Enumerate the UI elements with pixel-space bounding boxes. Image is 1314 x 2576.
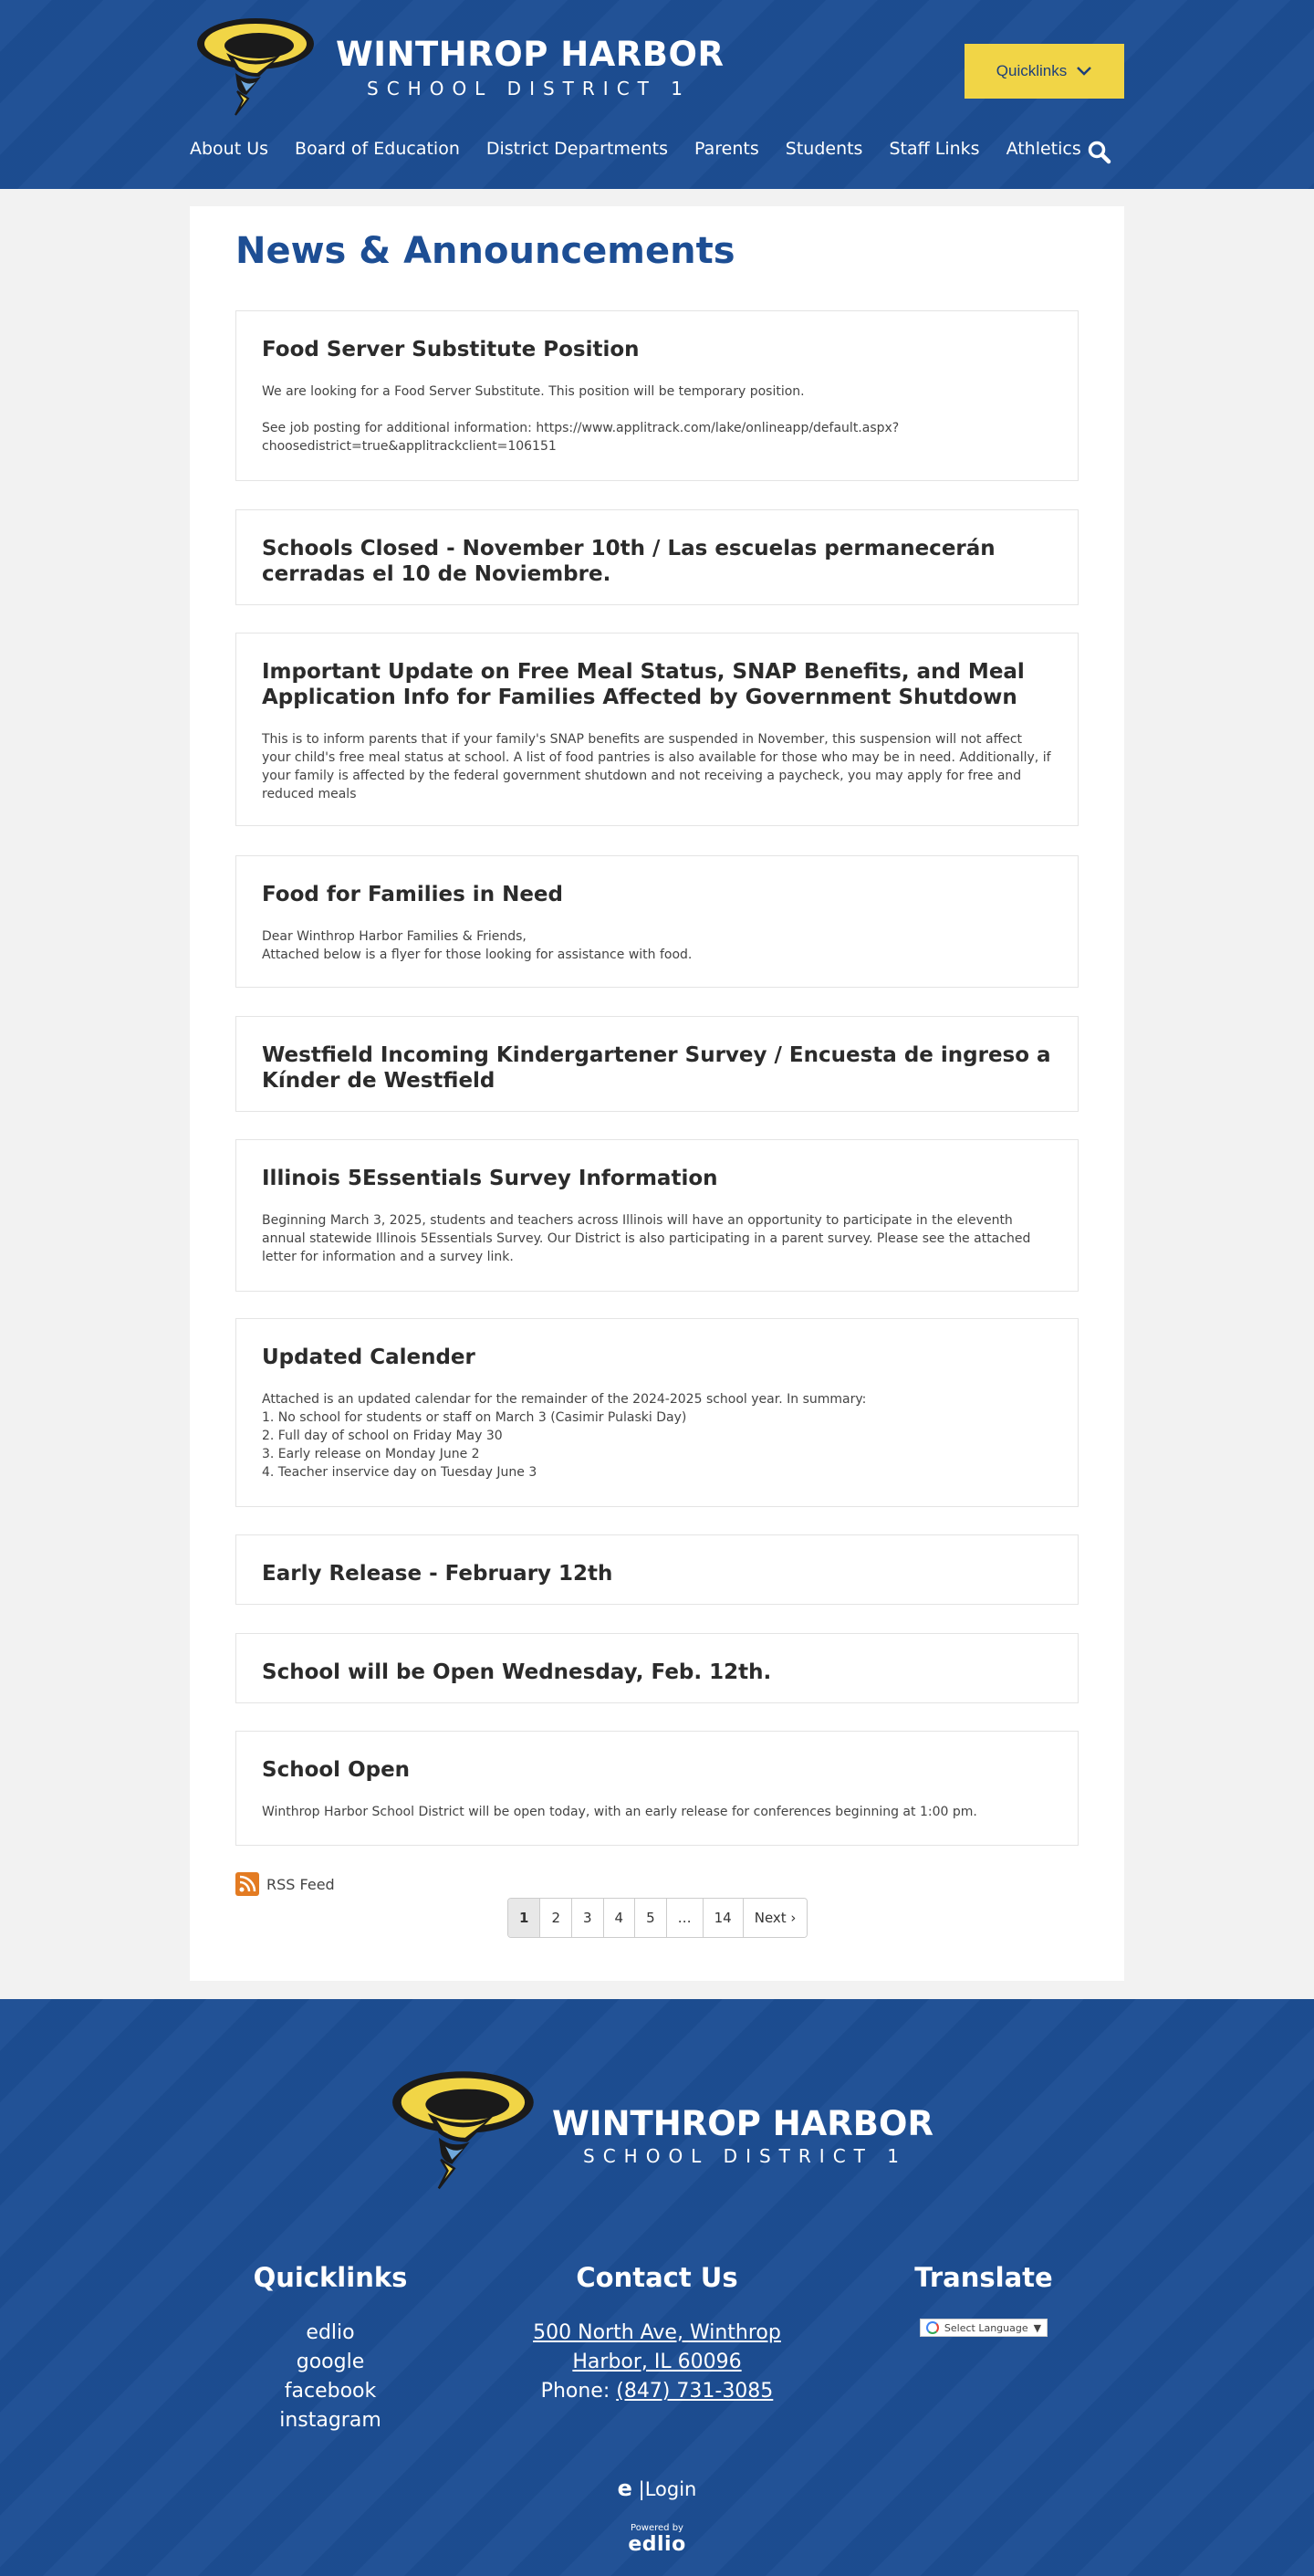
page-button[interactable]: 14	[704, 1899, 744, 1937]
language-select-label: Select Language	[944, 2321, 1028, 2334]
page-button[interactable]: 3	[572, 1899, 604, 1937]
login-link[interactable]	[0, 2476, 1314, 2501]
footer-translate	[810, 2262, 1157, 2338]
google-icon	[926, 2321, 939, 2334]
news-body: Winthrop Harbor School District will be open today, with an early release for conferences beginning at 1:00 pm.	[262, 1805, 977, 1819]
powered-by-edlio[interactable]	[0, 2523, 1314, 2556]
news-title[interactable]: Food Server Substitute Position	[262, 338, 640, 361]
news-item	[235, 1633, 1079, 1703]
news-item	[235, 1016, 1079, 1112]
site-header	[0, 0, 1314, 189]
news-item	[235, 855, 1079, 988]
quicklinks-button[interactable]	[965, 44, 1124, 99]
nav-item-athletics[interactable]: Athletics	[1006, 139, 1081, 159]
nav-item-about-us[interactable]: About Us	[190, 139, 269, 159]
footer-brand-subtitle: SCHOOL DISTRICT 1	[583, 2145, 907, 2167]
tornado-logo-icon	[383, 2065, 538, 2197]
news-item	[235, 310, 1079, 481]
news-title[interactable]: Updated Calender	[262, 1346, 475, 1369]
page-ellipsis: …	[667, 1899, 704, 1937]
news-title[interactable]: Illinois 5Essentials Survey Information	[262, 1167, 718, 1190]
footer-quicklinks	[157, 2262, 504, 2435]
search-icon[interactable]	[1088, 141, 1111, 164]
page-button[interactable]: 5	[635, 1899, 667, 1937]
news-item	[235, 1731, 1079, 1846]
news-title[interactable]: School will be Open Wednesday, Feb. 12th.	[262, 1660, 772, 1684]
main-nav	[190, 139, 1108, 159]
quicklinks-label: Quicklinks	[996, 62, 1068, 79]
next-page-button[interactable]: Next ›	[744, 1899, 808, 1937]
address-line-1: 500 North Ave, Winthrop	[533, 2321, 781, 2344]
footer-contact	[484, 2262, 830, 2406]
page-button[interactable]: 2	[540, 1899, 572, 1937]
news-item	[235, 509, 1079, 605]
news-title[interactable]: Food for Families in Need	[262, 883, 563, 906]
footer-link-instagram[interactable]: instagram	[279, 2409, 381, 2432]
news-body: Beginning March 3, 2025, students and teachers across Illinois will have an opportunity to participate in the eleventh annual statewide Illinois 5Essentials Survey. Our District is also participating in a parent survey. Please see the attached letter for information and a survey link.	[262, 1213, 1031, 1264]
footer-contact-heading: Contact Us	[576, 2262, 738, 2293]
news-title[interactable]: School Open	[262, 1758, 411, 1782]
login-separator: |	[638, 2478, 645, 2500]
news-title[interactable]: Important Update on Free Meal Status, SNAP Benefits, and Meal Application Info for Families Affected by Government Shutdown	[262, 660, 1025, 709]
news-body: Attached is an updated calendar for the remainder of the 2024-2025 school year. In summary: 1. No school for students or staff on March 3 (Casimir Pulaski Day) 2. Full day of school on Friday May 30 3. Early release on Monday June 2 4. Teacher inservice day on Tuesday June 3	[262, 1392, 867, 1480]
news-title[interactable]: Early Release - February 12th	[262, 1562, 613, 1586]
news-title[interactable]: Schools Closed - November 10th / Las escuelas permanecerán cerradas el 10 de Noviembre.	[262, 537, 996, 586]
nav-item-parents[interactable]: Parents	[694, 139, 759, 159]
news-item	[235, 633, 1079, 826]
footer-brand-title: WINTHROP HARBOR	[552, 2104, 933, 2143]
nav-item-students[interactable]: Students	[785, 139, 863, 159]
site-footer	[0, 1999, 1314, 2576]
address-line-2: Harbor, IL 60096	[572, 2351, 742, 2373]
footer-address-link[interactable]	[484, 2319, 830, 2377]
powered-by-label: Powered by	[631, 2523, 683, 2533]
news-item	[235, 1139, 1079, 1292]
news-item	[235, 1318, 1079, 1507]
news-body: This is to inform parents that if your family's SNAP benefits are suspended in November, this suspension will not affect your child's free meal status at school. A list of food pantries is also available for those who may be in need. Additionally, if your family is affected by the federal government shutdown and not receiving a paycheck, you may apply for free and reduced meals	[262, 732, 1051, 801]
pagination	[507, 1898, 808, 1938]
language-select[interactable]	[920, 2319, 1048, 2337]
news-body: Dear Winthrop Harbor Families & Friends, Attached below is a flyer for those looking for assistance with food.	[262, 929, 693, 962]
edlio-icon: e	[617, 2476, 632, 2501]
footer-quicklinks-heading: Quicklinks	[253, 2262, 408, 2293]
nav-item-board-of-education[interactable]: Board of Education	[295, 139, 460, 159]
phone-label: Phone:	[540, 2380, 617, 2403]
brand-title[interactable]: WINTHROP HARBOR	[336, 35, 725, 74]
footer-translate-heading: Translate	[914, 2262, 1053, 2293]
edlio-wordmark: edlio	[628, 2533, 686, 2556]
news-body: We are looking for a Food Server Substitute. This position will be temporary position. See job posting for additional information: https://www.applitrack.com/lake/onlineapp/default.aspx? choosedistrict=true&applitrackclient=106151	[262, 384, 900, 454]
chevron-down-icon	[1076, 66, 1092, 77]
news-title[interactable]: Westfield Incoming Kindergartener Survey / Encuesta de ingreso a Kínder de Westfield	[262, 1043, 1051, 1093]
footer-phone	[484, 2377, 830, 2406]
rss-feed-link[interactable]	[235, 1872, 335, 1896]
main-content	[190, 206, 1124, 1981]
dropdown-arrow-icon: ▼	[1033, 2321, 1042, 2334]
tornado-logo-icon[interactable]	[190, 13, 318, 122]
phone-link[interactable]: (847) 731-3085	[616, 2380, 774, 2403]
rss-icon	[235, 1872, 259, 1896]
footer-link-facebook[interactable]: facebook	[284, 2380, 377, 2403]
page-title: News & Announcements	[235, 230, 735, 272]
page-button[interactable]: 1	[508, 1899, 540, 1937]
page-button[interactable]: 4	[604, 1899, 636, 1937]
news-item	[235, 1534, 1079, 1605]
footer-link-google[interactable]: google	[296, 2351, 365, 2373]
rss-feed-label: RSS Feed	[266, 1875, 335, 1893]
nav-item-district-departments[interactable]: District Departments	[485, 139, 669, 159]
brand-subtitle: SCHOOL DISTRICT 1	[367, 78, 691, 99]
footer-link-edlio[interactable]: edlio	[306, 2321, 355, 2344]
nav-item-staff-links[interactable]: Staff Links	[889, 139, 980, 159]
login-label: Login	[644, 2478, 697, 2500]
